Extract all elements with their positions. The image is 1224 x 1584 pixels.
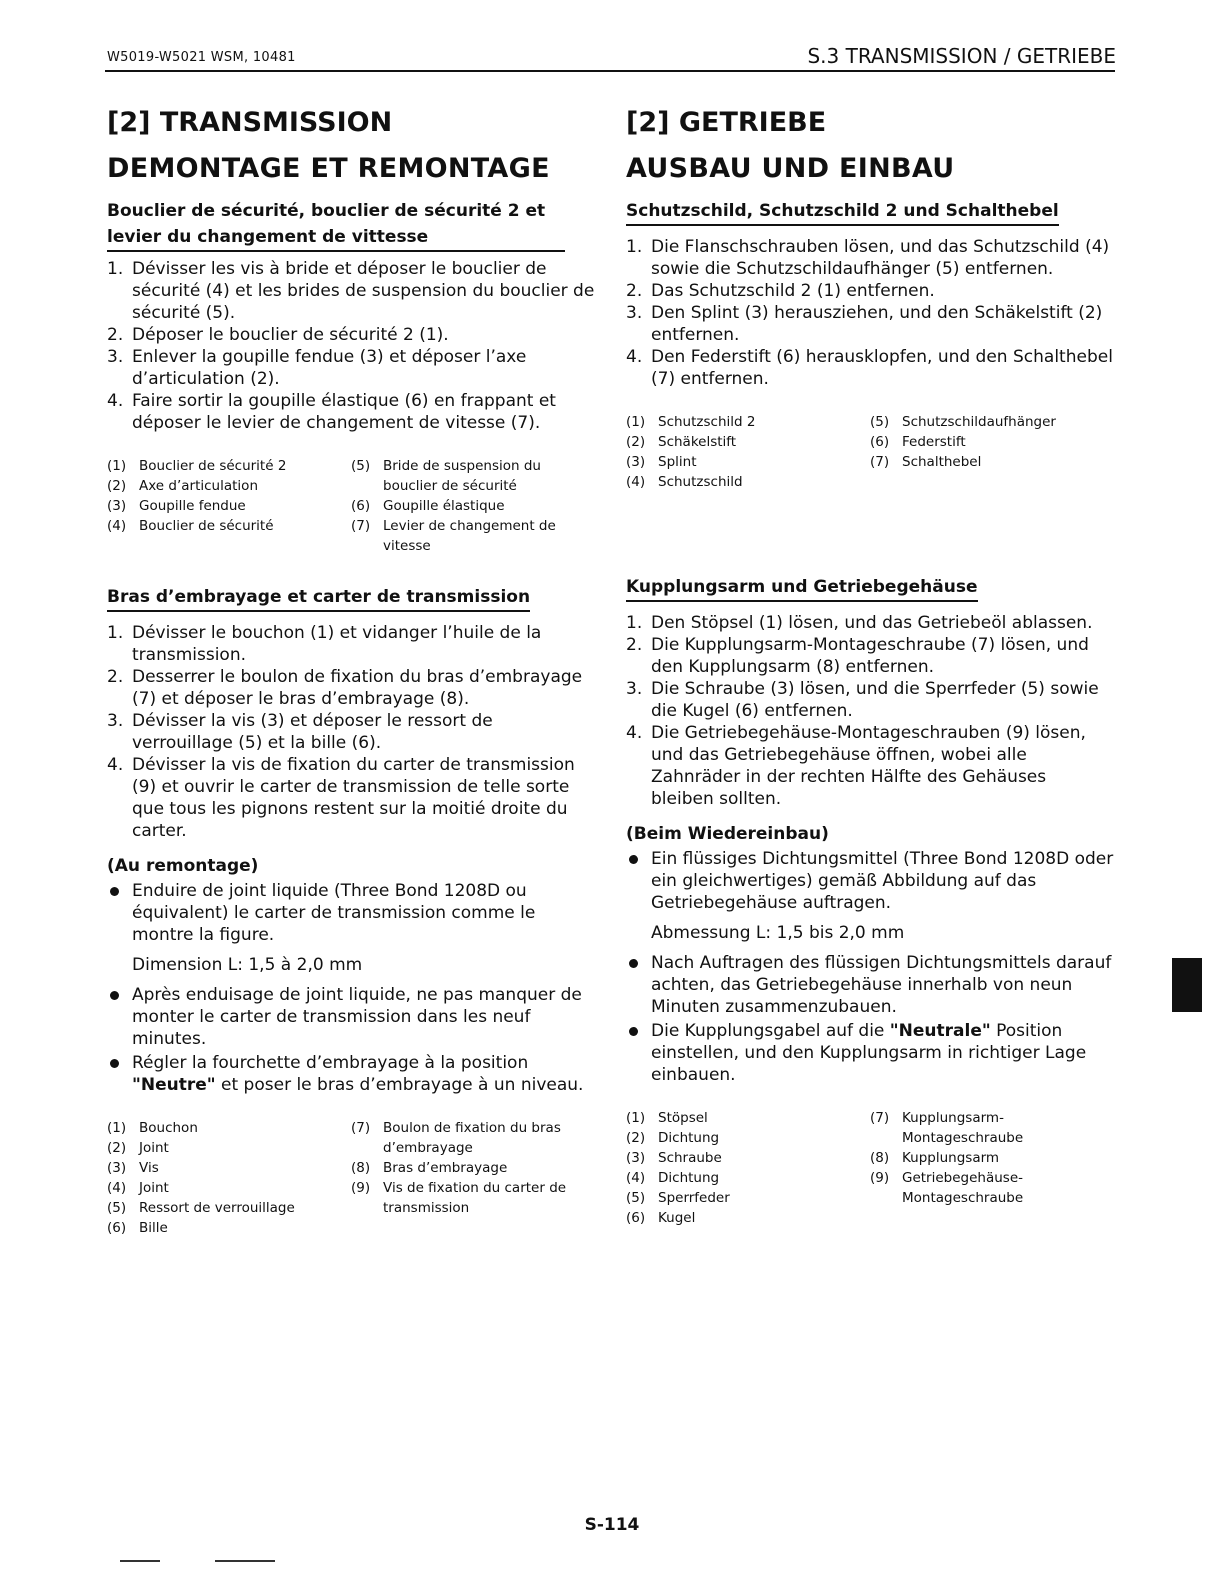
step-item: 4. Den Federstift (6) herausklopfen, und den Schalthebel (7) entfernen. xyxy=(626,347,1113,389)
legend-item: (7) Boulon de fixation du bras d’embrayage xyxy=(351,1120,561,1156)
step-item: 3. Dévisser la vis (3) et déposer le ressort de verrouillage (5) et la bille (6). xyxy=(107,711,493,753)
legend-col-right xyxy=(870,412,1110,492)
bullet-item: Après enduisage de joint liquide, ne pas manquer de monter le carter de transmission dans les neuf minutes. xyxy=(107,984,595,1050)
legend-col-left xyxy=(107,1118,347,1238)
legend-item: (1) Schutzschild 2 xyxy=(626,414,756,430)
legend-item: (2) Axe d’articulation xyxy=(107,478,258,494)
step-item: 2. Die Kupplungsarm-Montageschraube (7) lösen, und den Kupplungsarm (8) entfernen. xyxy=(626,635,1089,677)
de-dimension: Abmessung L: 1,5 bis 2,0 mm xyxy=(651,923,905,943)
de-sec2-heading: Kupplungsarm und Getriebegehäuse xyxy=(626,574,978,602)
step-item: 3. Die Schraube (3) lösen, und die Sperrfeder (5) sowie die Kugel (6) entfernen. xyxy=(626,679,1099,721)
legend-item: (8) Kupplungsarm xyxy=(870,1150,1000,1166)
legend-item: (1) Bouclier de sécurité 2 xyxy=(107,458,287,474)
fr-remount-bullets-2 xyxy=(107,984,595,1096)
step-item: 2. Déposer le bouclier de sécurité 2 (1). xyxy=(107,325,449,345)
de-title: [2] GETRIEBE xyxy=(626,107,827,138)
legend-col-left xyxy=(626,1108,866,1228)
fr-sec2-heading: Bras d’embrayage et carter de transmission xyxy=(107,584,530,612)
step-item: 2. Desserrer le boulon de fixation du bras d’embrayage (7) et déposer le bras d’embrayage (8). xyxy=(107,667,583,709)
fr-sec1-legend xyxy=(107,456,595,556)
doc-code: W5019-W5021 WSM, 10481 xyxy=(107,50,296,65)
de-remount-bullets xyxy=(626,848,1114,914)
footer-mark xyxy=(215,1560,275,1562)
legend-col-left xyxy=(626,412,866,492)
legend-item: (4) Joint xyxy=(107,1180,169,1196)
legend-item: (3) Goupille fendue xyxy=(107,498,246,514)
legend-item: (7) Schalthebel xyxy=(870,454,982,470)
step-item: 3. Enlever la goupille fendue (3) et déposer l’axe d’articulation (2). xyxy=(107,347,527,389)
fr-dimension: Dimension L: 1,5 à 2,0 mm xyxy=(132,955,363,975)
fr-sec1-steps xyxy=(107,258,595,434)
bullet-item: Die Kupplungsgabel auf die "Neutrale" Position einstellen, und den Kupplungsarm in richtiger Lage einbauen. xyxy=(626,1020,1114,1086)
bullet-dot-icon xyxy=(629,1027,638,1036)
legend-item: (2) Dichtung xyxy=(626,1130,720,1146)
legend-item: (2) Joint xyxy=(107,1140,169,1156)
de-remount-heading: (Beim Wiedereinbau) xyxy=(626,824,829,844)
legend-item: (2) Schäkelstift xyxy=(626,434,737,450)
bullet-dot-icon xyxy=(629,959,638,968)
page-number: S-114 xyxy=(584,1515,640,1535)
legend-col-right xyxy=(351,456,591,556)
legend-item: (1) Bouchon xyxy=(107,1120,198,1136)
legend-item: (3) Vis xyxy=(107,1160,159,1176)
step-item: 4. Dévisser la vis de fixation du carter de transmission (9) et ouvrir le carter de transmission de telle sorte que tous les pignons restent sur la moitié droite du carter. xyxy=(107,755,575,841)
step-item: 4. Die Getriebegehäuse-Montageschrauben (9) lösen, und das Getriebegehäuse öffnen, wobei alle Zahnräder in der rechten Hälfte des Gehäuses bleiben sollten. xyxy=(626,723,1086,809)
legend-item: (6) Goupille élastique xyxy=(351,498,505,514)
legend-item: (4) Bouclier de sécurité xyxy=(107,518,274,534)
legend-item: (6) Bille xyxy=(107,1220,168,1236)
de-sec1-heading: Schutzschild, Schutzschild 2 und Schalthebel xyxy=(626,198,1059,226)
de-remount-bullets-2 xyxy=(626,952,1114,1086)
legend-item: (6) Federstift xyxy=(870,434,966,450)
legend-col-left xyxy=(107,456,347,556)
bullet-dot-icon xyxy=(629,855,638,864)
footer-mark xyxy=(120,1560,160,1562)
bullet-dot-icon xyxy=(110,887,119,896)
fr-sec2-legend xyxy=(107,1118,595,1238)
legend-item: (3) Splint xyxy=(626,454,697,470)
bullet-item: Enduire de joint liquide (Three Bond 1208D ou équivalent) le carter de transmission comme le montre la figure. xyxy=(107,880,595,946)
de-sec2-legend xyxy=(626,1108,1114,1228)
legend-item: (4) Schutzschild xyxy=(626,474,743,490)
legend-item: (3) Schraube xyxy=(626,1150,722,1166)
fr-remount-heading: (Au remontage) xyxy=(107,856,259,876)
step-item: 1. Den Stöpsel (1) lösen, und das Getriebeöl ablassen. xyxy=(626,613,1093,633)
legend-item: (7) Kupplungsarm-Montageschraube xyxy=(870,1110,1024,1146)
fr-title: [2] TRANSMISSION xyxy=(107,107,393,138)
legend-item: (5) Ressort de verrouillage xyxy=(107,1200,295,1216)
de-sec1-legend xyxy=(626,412,1114,492)
step-item: 2. Das Schutzschild 2 (1) entfernen. xyxy=(626,281,935,301)
fr-subtitle: DEMONTAGE ET REMONTAGE xyxy=(107,153,550,184)
fr-sec2-steps xyxy=(107,622,595,842)
legend-item: (8) Bras d’embrayage xyxy=(351,1160,508,1176)
step-item: 1. Dévisser le bouchon (1) et vidanger l’huile de la transmission. xyxy=(107,623,542,665)
bullet-dot-icon xyxy=(110,1059,119,1068)
de-sec1-steps xyxy=(626,236,1114,390)
legend-item: (5) Sperrfeder xyxy=(626,1190,730,1206)
legend-item: (5) Schutzschildaufhänger xyxy=(870,414,1056,430)
legend-col-right xyxy=(351,1118,591,1238)
legend-item: (9) Vis de fixation du carter de transmission xyxy=(351,1180,567,1216)
step-item: 4. Faire sortir la goupille élastique (6) en frappant et déposer le levier de changement de vitesse (7). xyxy=(107,391,556,433)
step-item: 1. Die Flanschschrauben lösen, und das Schutzschild (4) sowie die Schutzschildaufhänger (5) entfernen. xyxy=(626,237,1110,279)
legend-item: (7) Levier de changement de vitesse xyxy=(351,518,556,554)
fr-sec1-heading: Bouclier de sécurité, bouclier de sécurité 2 et levier du changement de vittesse xyxy=(107,198,565,252)
fr-remount-bullets xyxy=(107,880,595,946)
de-sec2-steps xyxy=(626,612,1114,810)
legend-item: (6) Kugel xyxy=(626,1210,696,1226)
header-rule xyxy=(105,70,1115,72)
section-title: S.3 TRANSMISSION / GETRIEBE xyxy=(807,44,1116,68)
bullet-dot-icon xyxy=(110,991,119,1000)
german-column xyxy=(626,100,1114,1228)
step-item: 1. Dévisser les vis à bride et déposer le bouclier de sécurité (4) et les brides de suspension du bouclier de sécurité (5). xyxy=(107,259,595,323)
bullet-item: Ein flüssiges Dichtungsmittel (Three Bond 1208D oder ein gleichwertiges) gemäß Abbildung auf das Getriebegehäuse auftragen. xyxy=(626,848,1114,914)
bullet-item: Nach Auftragen des flüssigen Dichtungsmittels darauf achten, das Getriebegehäuse innerhalb von neun Minuten zusammenzubauen. xyxy=(626,952,1114,1018)
legend-item: (5) Bride de suspension du bouclier de sécurité xyxy=(351,458,541,494)
legend-col-right xyxy=(870,1108,1110,1228)
legend-item: (1) Stöpsel xyxy=(626,1110,708,1126)
legend-item: (4) Dichtung xyxy=(626,1170,720,1186)
french-column xyxy=(107,100,595,1238)
bullet-item: Régler la fourchette d’embrayage à la position "Neutre" et poser le bras d’embrayage à un niveau. xyxy=(107,1052,595,1096)
step-item: 3. Den Splint (3) herausziehen, und den Schäkelstift (2) entfernen. xyxy=(626,303,1103,345)
legend-item: (9) Getriebegehäuse-Montageschraube xyxy=(870,1170,1024,1206)
section-thumb-tab xyxy=(1172,958,1202,1012)
de-subtitle: AUSBAU UND EINBAU xyxy=(626,153,955,184)
